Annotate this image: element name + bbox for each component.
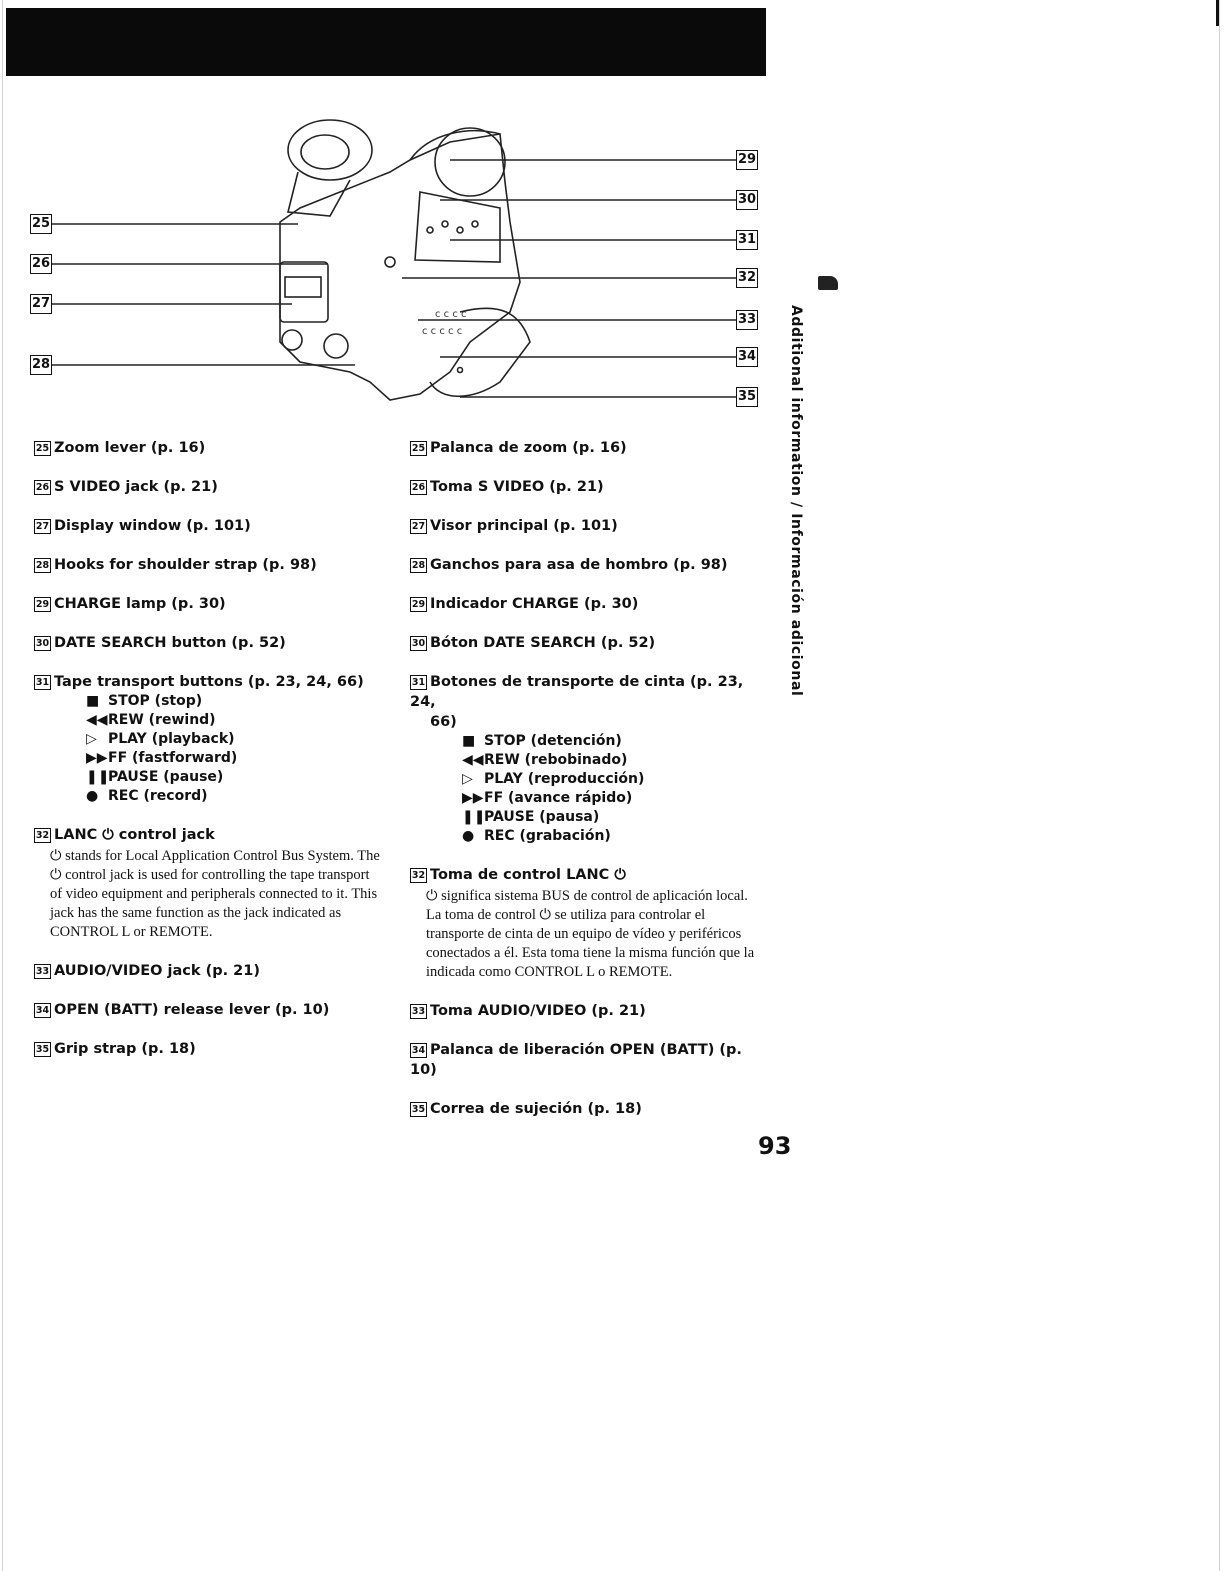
item-label: Palanca de liberación OPEN (BATT) (p. 10): [410, 1042, 742, 1078]
sub-item-ff: [86, 749, 384, 768]
item-label: AUDIO/VIDEO jack (p. 21): [54, 963, 260, 979]
english-column: [34, 438, 384, 1078]
spanish-column: [410, 438, 760, 1138]
sub-item-play: [462, 770, 760, 789]
callout-27: 27: [30, 294, 52, 314]
stop-icon: ■: [462, 733, 476, 749]
rewind-icon: ◀◀: [86, 712, 108, 728]
item-label: Correa de sujeción (p. 18): [430, 1101, 642, 1117]
sub-item-play: [86, 730, 384, 749]
callout-26: 26: [30, 254, 52, 274]
sub-item-text: STOP (detención): [484, 733, 622, 749]
item-number: 26: [411, 482, 426, 493]
item-label: Grip strap (p. 18): [54, 1041, 196, 1057]
section-tab-marker: [818, 276, 838, 290]
item-label: LANC ⏻ control jack: [54, 827, 215, 843]
item-number: 33: [35, 966, 50, 977]
camcorder-illustration: [30, 112, 770, 418]
sub-item-text: REW (rewind): [108, 712, 216, 728]
item-label: CHARGE lamp (p. 30): [54, 596, 226, 612]
item-number: 30: [35, 638, 50, 649]
list-item: [34, 1039, 384, 1059]
left-edge-line: [2, 0, 3, 1571]
sub-item-text: PLAY (playback): [108, 731, 235, 747]
lanc-item: [410, 865, 760, 982]
item-label: Hooks for shoulder strap (p. 98): [54, 557, 317, 573]
play-icon: ▷: [462, 771, 473, 787]
item-number: 30: [411, 638, 426, 649]
tape-transport-item: [410, 672, 760, 846]
callout-31: 31: [736, 230, 758, 250]
tape-transport-item: [34, 672, 384, 806]
fastforward-icon: ▶▶: [462, 790, 484, 806]
item-label: Indicador CHARGE (p. 30): [430, 596, 639, 612]
callout-34: 34: [736, 347, 758, 367]
item-label: OPEN (BATT) release lever (p. 10): [54, 1002, 330, 1018]
item-label: Botones de transporte de cinta (p. 23, 24,: [410, 674, 744, 710]
item-label: Palanca de zoom (p. 16): [430, 440, 627, 456]
side-section-tab: Additional information / Información adicional: [788, 305, 804, 697]
item-number: 26: [35, 482, 50, 493]
list-item: [410, 1099, 760, 1119]
sub-item-rew: [86, 711, 384, 730]
right-edge-line: [1219, 0, 1220, 1571]
sub-item-text: FF (avance rápido): [484, 790, 633, 806]
callout-29: 29: [736, 150, 758, 170]
sub-item-text: FF (fastforward): [108, 750, 238, 766]
item-label: Ganchos para asa de hombro (p. 98): [430, 557, 728, 573]
list-item: [34, 477, 384, 497]
item-number: 35: [411, 1104, 426, 1115]
list-item: [34, 594, 384, 614]
camcorder-diagram: [30, 112, 770, 418]
item-label: Visor principal (p. 101): [430, 518, 618, 534]
item-label: Toma de control LANC ⏻: [430, 867, 626, 883]
item-label: DATE SEARCH button (p. 52): [54, 635, 286, 651]
item-label: Display window (p. 101): [54, 518, 251, 534]
list-item: [410, 633, 760, 653]
sub-item-text: PAUSE (pausa): [484, 809, 600, 825]
list-item: [410, 555, 760, 575]
item-number: 29: [411, 599, 426, 610]
sub-item-rec: [462, 827, 760, 846]
sub-item-ff: [462, 789, 760, 808]
pause-icon: ❚❚: [86, 769, 110, 785]
sub-item-stop: [462, 732, 760, 751]
item-label: Bóton DATE SEARCH (p. 52): [430, 635, 656, 651]
list-item: [410, 1040, 760, 1080]
sub-item-rew: [462, 751, 760, 770]
sub-item-text: REC (record): [108, 788, 208, 804]
list-item: [410, 477, 760, 497]
sub-item-pause: [462, 808, 760, 827]
item-number: 31: [35, 677, 50, 688]
item-label: Tape transport buttons (p. 23, 24, 66): [54, 674, 364, 690]
item-number: 29: [35, 599, 50, 610]
item-number: 31: [411, 677, 426, 688]
lanc-description: ⏻ significa sistema BUS de control de aplicación local. La toma de control ⏻ se utiliza para controlar el transporte de cinta de un equipo de vídeo y periféricos conectados a él. Esta toma tiene la misma función que la indicada como CONTROL L o REMOTE.: [426, 888, 755, 980]
callout-25: 25: [30, 214, 52, 234]
item-number: 32: [411, 870, 426, 881]
list-item: [410, 516, 760, 536]
fastforward-icon: ▶▶: [86, 750, 108, 766]
sub-item-text: REW (rebobinado): [484, 752, 628, 768]
item-number: 27: [35, 521, 50, 532]
record-icon: ●: [86, 788, 99, 804]
item-number: 25: [35, 443, 50, 454]
item-label: Zoom lever (p. 16): [54, 440, 206, 456]
list-item: [34, 516, 384, 536]
sub-item-text: STOP (stop): [108, 693, 203, 709]
item-label: S VIDEO jack (p. 21): [54, 479, 218, 495]
item-number: 35: [35, 1044, 50, 1055]
item-number: 34: [35, 1005, 50, 1016]
lanc-item: [34, 825, 384, 942]
sub-item-text: PLAY (reproducción): [484, 771, 645, 787]
transport-button-list: [462, 732, 760, 846]
sub-item-rec: [86, 787, 384, 806]
list-item: [34, 961, 384, 981]
list-item: [34, 438, 384, 458]
list-item: [410, 438, 760, 458]
stop-icon: ■: [86, 693, 100, 709]
item-number: 32: [35, 830, 50, 841]
list-item: [34, 1000, 384, 1020]
callout-30: 30: [736, 190, 758, 210]
item-number: 25: [411, 443, 426, 454]
pause-icon: ❚❚: [462, 809, 486, 825]
rewind-icon: ◀◀: [462, 752, 484, 768]
lanc-description: ⏻ stands for Local Application Control Bus System. The ⏻ control jack is used for controlling the tape transport of video equipment and peripherals connected to it. This jack has the same function as the jack indicated as CONTROL L or REMOTE.: [50, 848, 380, 940]
item-number: 34: [411, 1045, 426, 1056]
sub-item-stop: [86, 692, 384, 711]
svg-text:c c c c: c c c c: [435, 309, 467, 320]
list-item: [410, 594, 760, 614]
page-number: 93: [758, 1132, 792, 1160]
item-label-continuation: 66): [430, 714, 457, 730]
list-item: [410, 1001, 760, 1021]
sub-item-text: PAUSE (pause): [108, 769, 224, 785]
item-number: 27: [411, 521, 426, 532]
callout-33: 33: [736, 310, 758, 330]
item-label: Toma AUDIO/VIDEO (p. 21): [430, 1003, 646, 1019]
sub-item-pause: [86, 768, 384, 787]
callout-35: 35: [736, 387, 758, 407]
sub-item-text: REC (grabación): [484, 828, 611, 844]
callout-28: 28: [30, 355, 52, 375]
svg-text:c c c c c: c c c c c: [422, 326, 463, 337]
item-number: 33: [411, 1006, 426, 1017]
item-number: 28: [411, 560, 426, 571]
record-icon: ●: [462, 828, 475, 844]
list-item: [34, 633, 384, 653]
callout-32: 32: [736, 268, 758, 288]
header-bar: [6, 8, 766, 76]
item-number: 28: [35, 560, 50, 571]
item-label: Toma S VIDEO (p. 21): [430, 479, 604, 495]
transport-button-list: [86, 692, 384, 806]
play-icon: ▷: [86, 731, 97, 747]
list-item: [34, 555, 384, 575]
